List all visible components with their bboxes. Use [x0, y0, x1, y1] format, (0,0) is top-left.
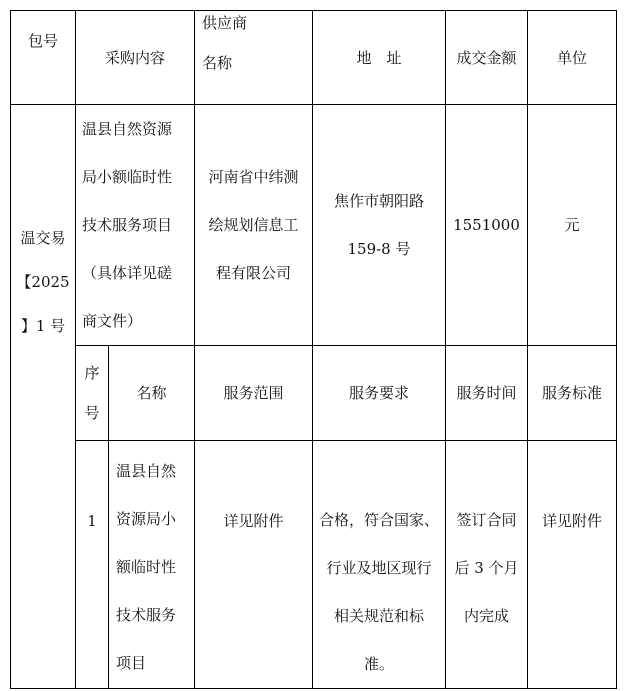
- sub-header-scope: 服务范围: [223, 384, 284, 402]
- main-supplier: 河南省中纬测 绘规划信息工 程有限公司: [208, 168, 299, 282]
- grid-line: [10, 688, 617, 689]
- header-supplier-line1: 供应商: [202, 14, 248, 32]
- sub-header-standard: 服务标准: [541, 384, 602, 402]
- header-supplier-line2: 名称: [202, 54, 233, 72]
- header-unit: 单位: [556, 48, 587, 67]
- main-address: 焦作市朝阳路 159-8 号: [333, 192, 424, 258]
- grid-line: [616, 10, 617, 689]
- package-id-line1: 温交易: [20, 229, 66, 247]
- sub-header-name: 名称: [136, 384, 167, 402]
- sub-row-name: 温县自然 资源局小 额临时性 技术服务 项目: [116, 462, 177, 672]
- package-id-line3: 】1 号: [20, 317, 66, 335]
- sub-row-scope: 详见附件: [223, 512, 284, 530]
- main-content: 温县自然资源 局小额临时性 技术服务项目 （具体详见磋 商文件）: [82, 120, 173, 330]
- main-unit: 元: [564, 216, 580, 234]
- sub-header-seq: 序 号: [84, 364, 100, 422]
- sub-row-time: 签订合同 后 3 个月 内完成: [454, 511, 519, 625]
- package-id: [11, 105, 75, 459]
- main-amount: 1551000: [453, 216, 520, 234]
- sub-row-seq: 1: [87, 512, 97, 530]
- sub-row-requirement: 合格，符合国家、 行业及地区现行 相关规范和标 准。: [318, 511, 439, 673]
- header-supplier: [202, 11, 312, 104]
- header-package-no: 包号: [27, 32, 58, 50]
- header-content: 采购内容: [104, 48, 165, 67]
- header-amount: 成交金额: [456, 48, 517, 67]
- sub-header-requirement: 服务要求: [348, 384, 409, 402]
- sub-header-time: 服务时间: [456, 384, 517, 402]
- package-id-line2: 【2025: [16, 273, 70, 291]
- sub-row-standard: 详见附件: [541, 512, 602, 530]
- header-address: 地 址: [356, 48, 402, 67]
